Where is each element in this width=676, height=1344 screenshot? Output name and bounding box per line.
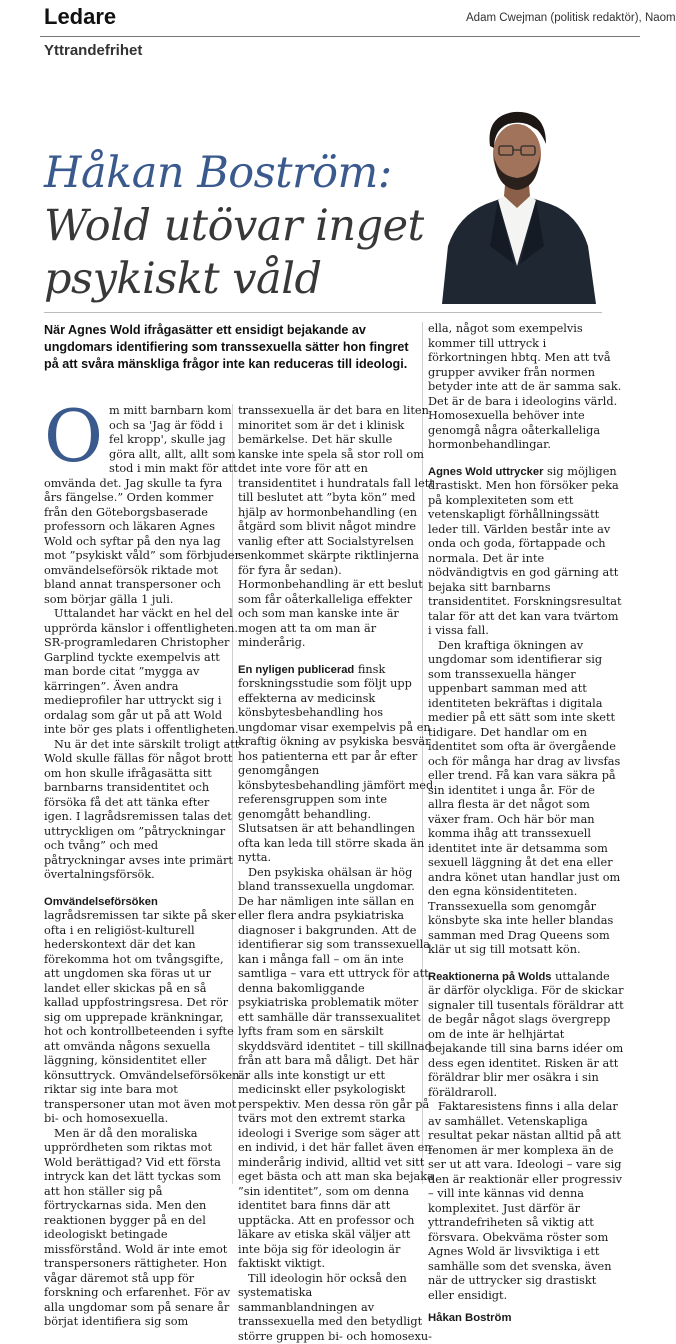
headline-line-2: Wold utövar inget bbox=[44, 200, 444, 253]
article-column-2 bbox=[238, 404, 434, 1344]
paragraph: Den kraftiga ökningen av ungdomar som identifierar sig som transsexuella hänger uppenbart samman med att identiteten bekräftas i digitala medier på ett sätt som inte skett tidigare. Det handlar om en identitet som ofta är övergående och för många har drag av livsfas eller trend. Få kan vara säkra på sin identitet i unga år. För de allra flesta är det något som växer fram. Och här bör man komma ihåg att transsexuell identitet inte är detsamma som sexuell läggning åt det ena eller andra könet utan handlar just om den egna könsidentiteten. Transsexuella som genomgår könsbyte ska inte heller blandas samman med Drag Queens som klär ut sig till motsatt kön. bbox=[428, 639, 624, 958]
paragraph bbox=[428, 465, 624, 639]
paragraph bbox=[44, 895, 240, 1127]
paragraph-text: lagrådsremissen tar sikte på sker ofta i en religiöst-kulturell hederskontext där det kan förekomma hot om tvångsgifte, att ungdomen ska föras ut ur landet eller skickas på en så kallad uppfostringsresa. Det rör sig om upprepade kränkningar, hot och kontrollbeteenden i syfte att omvända någons sexuella läggning, könsidentitet eller könsuttryck. Omvändelseförsöken riktar sig inte bara mot transpersoner utan mot även mot bi- och homosexuella. bbox=[44, 909, 239, 1125]
paragraph: Faktaresistens finns i alla delar av samhället. Vetenskapliga resultat pekar nästan alltid på att fenomen är mer komplexa än de ser ut att vara. Ideologi – vare sig den är reaktionär eller progressiv – vill inte kännas vid denna komplexitet. Just därför är yttrandefriheten så viktig att försvara. Obekväma röster som Agnes Wold är livsviktiga i ett samhälle som det svenska, även när de uttrycker sig drastiskt eller ensidigt. bbox=[428, 1100, 624, 1303]
paragraph-lead: En nyligen publicerad bbox=[238, 664, 354, 676]
paragraph: Till ideologin hör också den systematiska sammanblandningen av transsexuella med den betydligt större gruppen bi- och homosexu- bbox=[238, 1272, 434, 1344]
subsection-label: Yttrandefrihet bbox=[44, 42, 142, 59]
paragraph: Nu är det inte särskilt troligt att Wold skulle fällas för något brott om hon skulle ifrågasätta sitt barnbarns transidentitet och försöka få det att tänka efter igen. I lagrådsremissen talas det uttryckligen om ”påtryckningar och tvång” och med påtryckningar avses inte primärt övertalningsförsök. bbox=[44, 738, 240, 883]
paragraph bbox=[428, 970, 624, 1101]
editorial-byline: Adam Cwejman (politisk redaktör), Naom bbox=[466, 12, 676, 24]
paragraph: m mitt barnbarn kom och sa 'Jag är född i fel kropp', skulle jag göra allt, allt, allt som stod i min makt för att omvända det. Jag skulle ta fyra års fängelse.” Orden kommer från den Göteborgsbaserade professorn och läkaren Agnes Wold och syftar på den nya lag mot ”psykiskt våld” som förbjuder omvändelseförsök riktade mot bland annat transpersoner och som börjar gälla 1 juli. bbox=[44, 404, 240, 607]
header-divider bbox=[40, 36, 640, 37]
paragraph-text: finsk forskningsstudie som följt upp effekterna av medicinsk könsbytesbehandling hos ungdomar visar exempelvis på en kraftig ökning av psykiska besvär hos patienterna ett par år efter genomgången könsbytesbehandling jämfört med referensgruppen som inte genomgått behandling. Slutsatsen är att behandlingen ofta kan leda till större skada än nytta. bbox=[238, 663, 433, 865]
paragraph: Uttalandet har väckt en hel del upprörda känslor i offentligheten. SR-programledaren Christopher Garplind tyckte exempelvis att man borde citat ”mygga av kärringen”. Även andra medieprofiler har uttryckt sig i ordalag som går ut på att Wold inte bör ges plats i offentligheten. bbox=[44, 607, 240, 738]
paragraph bbox=[238, 663, 434, 866]
paragraph-lead: Agnes Wold uttrycker bbox=[428, 466, 543, 478]
paragraph-text: sig möjligen drastiskt. Men hon försöker peka på komplexiteten som ett vetenskapligt förhållningssätt leder till. Världen består inte av onda och goda, förtappade och normala. Det är inte nödvändigtvis en god gärning att bejaka sitt barnbarns transidentitet. Forskningsresultat talar för att det kan vara tvärtom i vissa fall. bbox=[428, 465, 622, 638]
article-headline bbox=[44, 147, 444, 306]
article-lead-paragraph: När Agnes Wold ifrågasätter ett ensidigt bejakande av ungdomars identifiering som transsexuella sätter hon fingret på att svåra mänskliga frågor inte kan reduceras till ideologi. bbox=[44, 322, 414, 373]
paragraph-text: uttalande är därför olyckliga. För de skickar signaler till tusentals föräldrar att de begår något slags övergrepp om de inte är helhjärtat bejakande till sina barns idéer om dess egen identitet. Risken är att föräldrar blir mer osäkra i sin föräldraroll. bbox=[428, 970, 624, 1099]
paragraph-lead: Reaktionerna på Wolds bbox=[428, 971, 552, 983]
author-signature: Håkan Boström bbox=[428, 1311, 624, 1326]
paragraph: transsexuella är det bara en liten minoritet som är det i klinisk bemärkelse. Det här skulle kanske inte spela så stor roll om det inte vore för att en transidentitet i hundratals fall lett till beslutet att ”byta kön” med hjälp av hormonbehandling (en åtgärd som blivit något mindre vanlig efter att Socialstyrelsen senkommet skärpte riktlinjerna för fyra år sedan). Hormonbehandling är ett beslut som får oåterkalleliga effekter och som man kanske inte är mogen att ta om man är minderårig. bbox=[238, 404, 434, 651]
headline-line-3: psykiskt våld bbox=[44, 253, 444, 306]
article-column-3 bbox=[428, 322, 624, 1326]
page-header bbox=[0, 0, 644, 40]
paragraph: Men är då den moraliska upprördheten som riktas mot Wold berättigad? Vid ett första intryck kan det lätt tyckas som att hon ställer sig på förtryckarnas sida. Men den reaktionen bygger på en del ideologiskt betingade missförstånd. Wold är inte emot transpersoners rättigheter. Hon vågar däremot stå upp för forskning och erfarenhet. För av alla ungdomar som på senare år börjat identifiera sig som bbox=[44, 1127, 240, 1330]
drop-cap: O bbox=[44, 406, 103, 466]
paragraph: Den psykiska ohälsan är hög bland transsexuella ungdomar. De har nämligen inte sällan en eller flera andra psykiatriska diagnoser i bakgrunden. Att de identifierar sig som transsexuella kan i många fall – om än inte samtliga – vara ett uttryck för att denna bakomliggande psykiatriska problematik möter ett samhälle där transsexualitet lyfts fram som en särskilt skyddsvärd identitet – till skillnad från att bara må dåligt. Det här är alls inte konstigt ur ett medicinskt eller psykologiskt perspektiv. Men dessa rön går på tvärs mot den extremt starka ideologi i Sverige som säger att en individ, i det här fallet även en minderårig individ, alltid vet sitt eget bästa och att man ska bejaka ”sin identitet”, som om denna identitet bara finns där att upptäcka. Att en professor och läkare av etiska skäl väljer att inte böja sig för ideologin är faktiskt viktigt. bbox=[238, 866, 434, 1272]
headline-divider bbox=[44, 312, 602, 313]
author-portrait-photo bbox=[424, 96, 610, 304]
headline-author: Håkan Boström: bbox=[44, 147, 444, 200]
paragraph-lead: Omvändelseförsöken bbox=[44, 896, 158, 908]
article-column-1 bbox=[44, 404, 240, 1330]
paragraph: ella, något som exempelvis kommer till uttryck i förkortningen hbtq. Men att två grupper avviker från normen betyder inte att de är samma sak. Det är de bara i ideologins värld. Homosexuella behöver inte genomgå några oåterkalleliga hormonbehandlingar. bbox=[428, 322, 624, 453]
section-title: Ledare bbox=[44, 4, 116, 30]
